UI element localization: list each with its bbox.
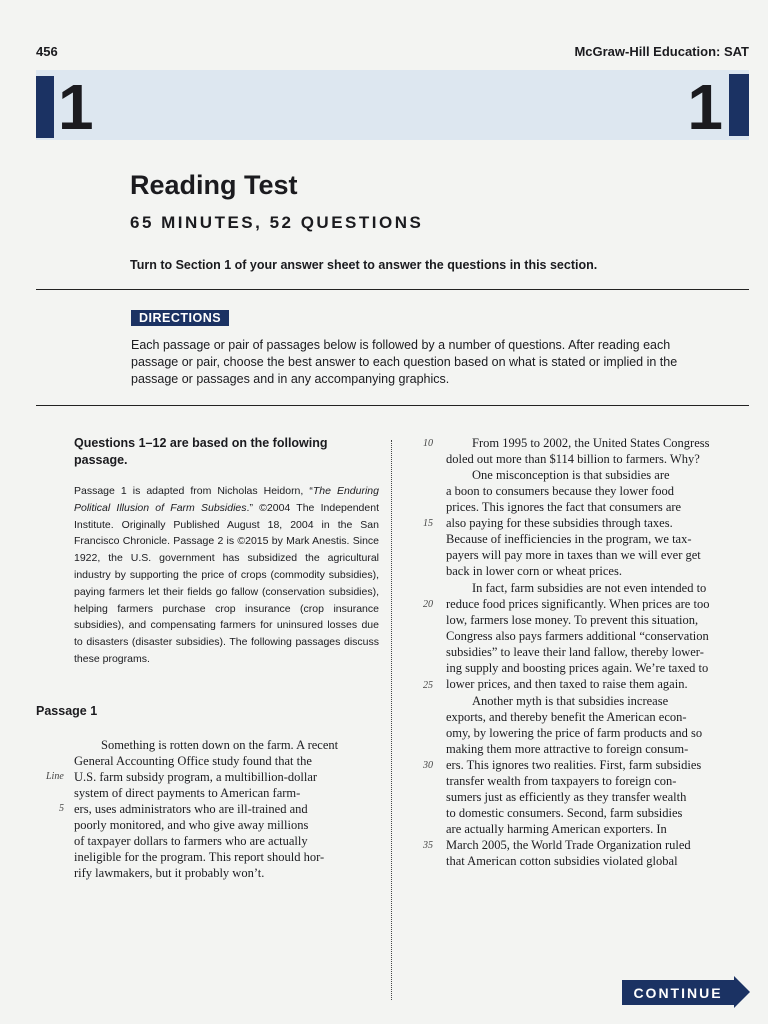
- passage-line: that American cotton subsidies violated global: [446, 854, 678, 868]
- questions-heading: Questions 1–12 are based on the following passage.: [74, 436, 328, 467]
- passage-label: Passage 1: [36, 704, 98, 718]
- passage-line: are actually harming American exporters. In: [446, 822, 667, 836]
- passage-line: poorly monitored, and who give away millions: [74, 818, 309, 832]
- page-number: 456: [36, 44, 58, 59]
- column-divider: [391, 440, 392, 1000]
- passage-line: making them more attractive to foreign consum-: [446, 742, 689, 756]
- passage-line: subsidies” to leave their land fallow, thereby lower-: [446, 645, 704, 659]
- passage-line: From 1995 to 2002, the United States Congress: [472, 436, 710, 450]
- passage-line: ineligible for the program. This report should hor-: [74, 850, 325, 864]
- passage-line: omy, by lowering the price of farm products and so: [446, 726, 703, 740]
- passage-line: payers will pay more in taxes than we will ever get: [446, 548, 701, 562]
- passage-line: ers. This ignores two realities. First, farm subsidies: [446, 758, 702, 772]
- passage-line: to domestic consumers. Second, farm subsidies: [446, 806, 683, 820]
- test-subtitle: 65 MINUTES, 52 QUESTIONS: [130, 213, 424, 232]
- line-number: 15: [423, 518, 433, 529]
- line-label: Line: [46, 771, 64, 782]
- passage-line: ing supply and boosting prices again. We’re taxed to: [446, 661, 709, 675]
- passage-line: General Accounting Office study found that the: [74, 754, 312, 768]
- section-tab-left: [36, 76, 54, 138]
- passage-line: sumers just as efficiently as they transfer wealth: [446, 790, 687, 804]
- passage-line: One misconception is that subsidies are: [472, 468, 670, 482]
- section-tab-right: [729, 74, 749, 136]
- line-number: 5: [59, 803, 64, 814]
- section-number-right: 1: [687, 71, 723, 143]
- passage-line: Another myth is that subsidies increase: [472, 694, 669, 708]
- directions-label: DIRECTIONS: [131, 310, 229, 326]
- passage-line: system of direct payments to American farm-: [74, 786, 301, 800]
- passage-line: reduce food prices significantly. When prices are too: [446, 597, 710, 611]
- passage-line: back in lower corn or wheat prices.: [446, 564, 622, 578]
- intro-text: .” ©2004 The Independent Institute. Originally Published August 18, 2004 in the San Francisco Chronicle. Passage 2 is ©2015 by Mark Anestis. Since 1922, the U.S. government has subsidized the agricultural industry by supporting the price of crops (commodity subsidies), paying farmers let their fields go fallow (conservation subsidies), helping farmers purchase crop insurance (crop insurance subsidies), and compensating farmers for uninsured losses due to disasters (disaster subsidies). The following passages discuss these programs.: [74, 501, 379, 665]
- passage-line: U.S. farm subsidy program, a multibillion-dollar: [74, 770, 318, 784]
- divider-rule: [36, 405, 749, 406]
- line-number: 35: [423, 840, 433, 851]
- passage-line: March 2005, the World Trade Organization ruled: [446, 838, 691, 852]
- directions-text: Each passage or pair of passages below is followed by a number of questions. After reading each passage or pair, choose the best answer to each question based on what is stated or implied in the passage or passages and in any accompanying graphics.: [131, 338, 678, 386]
- passage-line: low, farmers lose money. To prevent this situation,: [446, 613, 699, 627]
- passage-line: also paying for these subsidies through taxes.: [446, 516, 673, 530]
- passage-line: lower prices, and then taxed to raise them again.: [446, 677, 688, 691]
- section-number-left: 1: [58, 71, 94, 143]
- book-title: McGraw-Hill Education: SAT: [574, 44, 749, 59]
- answer-sheet-instruction: Turn to Section 1 of your answer sheet to answer the questions in this section.: [130, 258, 598, 272]
- passage-line: In fact, farm subsidies are not even intended to: [472, 581, 707, 595]
- divider-rule: [36, 289, 749, 290]
- continue-arrow-icon[interactable]: [734, 976, 750, 1008]
- passage-line: Because of inefficiencies in the program, we tax-: [446, 532, 692, 546]
- passage-line: ers, uses administrators who are ill-trained and: [74, 802, 308, 816]
- left-column: [74, 435, 379, 668]
- section-header-band: [36, 70, 749, 143]
- passage-line: rify lawmakers, but it probably won’t.: [74, 866, 265, 880]
- passage-line: doled out more than $114 billion to farmers. Why?: [446, 452, 700, 466]
- line-number: 10: [423, 438, 433, 449]
- passage-line: a boon to consumers because they lower food: [446, 484, 675, 498]
- line-number: 25: [423, 680, 433, 691]
- line-number: 30: [423, 760, 433, 771]
- intro-source-title: The Enduring Political Illusion of Farm Subsidies: [74, 485, 379, 514]
- line-number: 20: [423, 599, 433, 610]
- test-title: Reading Test: [130, 170, 298, 200]
- passage-line: Something is rotten down on the farm. A recent: [101, 738, 339, 752]
- passage-line: Congress also pays farmers additional “conservation: [446, 629, 709, 643]
- passage-intro: [74, 483, 379, 668]
- intro-text: Passage 1 is adapted from Nicholas Heidorn, “: [74, 485, 313, 497]
- passage-line: exports, and thereby benefit the American econ-: [446, 710, 687, 724]
- continue-button[interactable]: CONTINUE: [622, 980, 734, 1005]
- passage-line: transfer wealth from taxpayers to foreign con-: [446, 774, 677, 788]
- passage-line: prices. This ignores the fact that consumers are: [446, 500, 682, 514]
- passage-line: of taxpayer dollars to farmers who are actually: [74, 834, 308, 848]
